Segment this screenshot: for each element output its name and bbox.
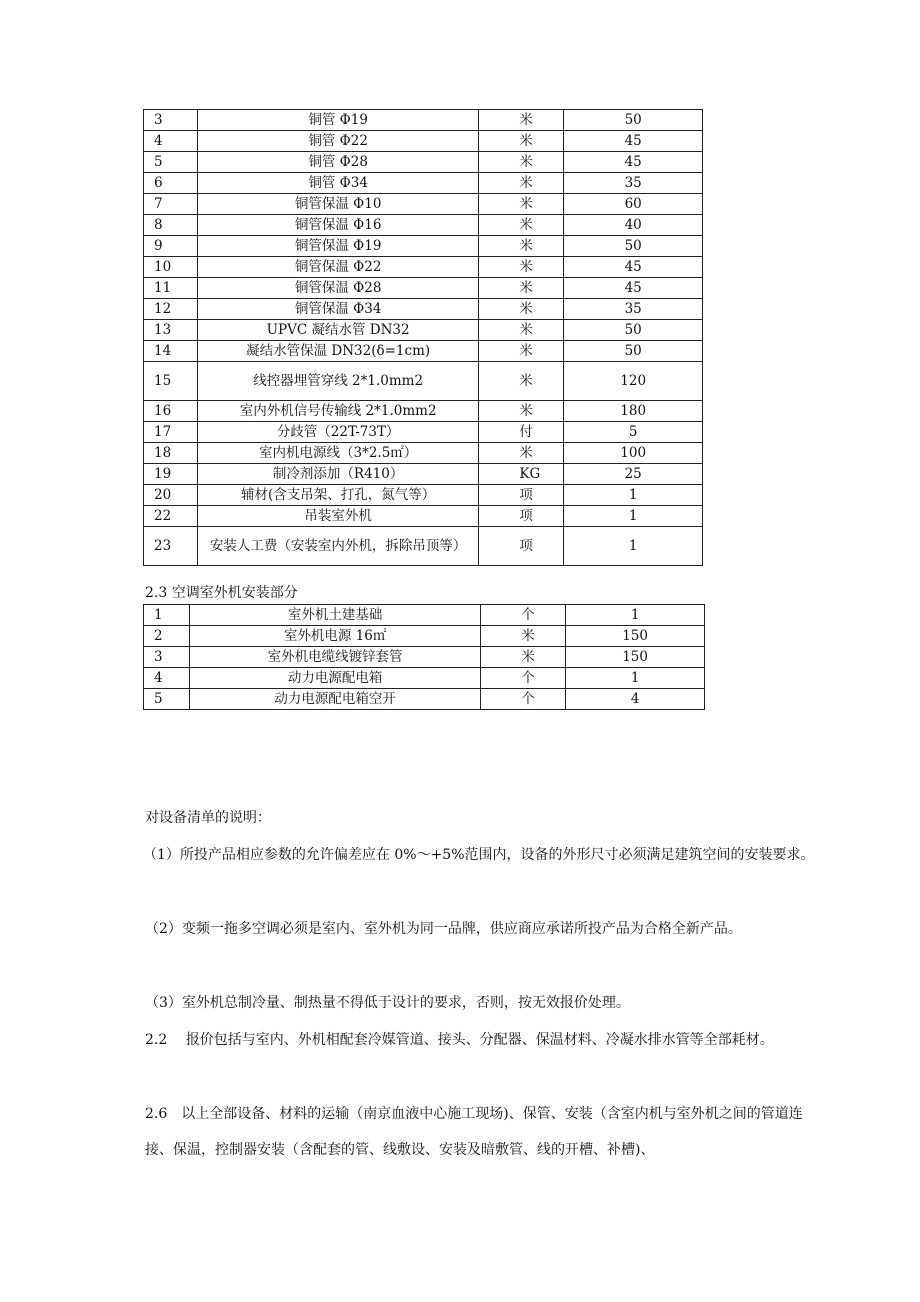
item-name: 铜管保温 Φ16 (197, 215, 478, 236)
table-row (144, 110, 703, 131)
row-number: 5 (144, 152, 198, 173)
row-number: 1 (144, 605, 190, 626)
item-name: 室外机电源 16㎡ (189, 626, 480, 647)
table-row (144, 668, 705, 689)
item-quantity: 35 (564, 299, 703, 320)
item-quantity: 150 (566, 647, 705, 668)
table-row (144, 131, 703, 152)
table-row (144, 527, 703, 566)
item-quantity: 25 (564, 464, 703, 485)
item-name: 室外机电缆线镀锌套管 (189, 647, 480, 668)
row-number: 5 (144, 689, 190, 710)
item-unit: 米 (479, 215, 564, 236)
item-quantity: 45 (564, 152, 703, 173)
table-row (144, 689, 705, 710)
table-row (144, 485, 703, 506)
item-quantity: 45 (564, 131, 703, 152)
item-unit: 米 (479, 341, 564, 362)
table-row (144, 236, 703, 257)
item-unit: 米 (479, 299, 564, 320)
table-row (144, 443, 703, 464)
item-name: 安装人工费（安装室内外机，拆除吊顶等） (197, 527, 478, 566)
outdoor-unit-table (143, 604, 705, 710)
item-unit: 米 (479, 257, 564, 278)
item-quantity: 50 (564, 110, 703, 131)
item-name: 铜管 Φ19 (197, 110, 478, 131)
item-unit: 米 (479, 443, 564, 464)
row-number: 18 (144, 443, 198, 464)
row-number: 7 (144, 194, 198, 215)
item-name: 铜管保温 Φ19 (197, 236, 478, 257)
row-number: 6 (144, 173, 198, 194)
table-row (144, 422, 703, 443)
row-number: 4 (144, 131, 198, 152)
item-name: 铜管 Φ34 (197, 173, 478, 194)
item-name: 室外机土建基础 (189, 605, 480, 626)
row-number: 3 (144, 110, 198, 131)
item-name: UPVC 凝结水管 DN32 (197, 320, 478, 341)
item-quantity: 180 (564, 401, 703, 422)
item-unit: 项 (479, 527, 564, 566)
row-number: 20 (144, 485, 198, 506)
note-paragraph-5: 2.6 以上全部设备、材料的运输（南京血液中心施工现场)、保管、安装（含室内机与室外机之间的管道连接、保温，控制器安装（含配套的管、线敷设、安装及暗敷管、线的开槽、补槽)、 (145, 1106, 803, 1158)
item-unit: 米 (479, 278, 564, 299)
item-quantity: 1 (564, 506, 703, 527)
row-number: 23 (144, 527, 198, 566)
table-row (144, 506, 703, 527)
note-paragraph-4: 2.2 报价包括与室内、外机相配套冷媒管道、接头、分配器、保温材料、冷凝水排水管等全部耗材。 (145, 1032, 774, 1048)
item-quantity: 1 (564, 527, 703, 566)
table-row (144, 173, 703, 194)
item-name: 铜管保温 Φ22 (197, 257, 478, 278)
item-unit: KG (479, 464, 564, 485)
item-name: 分歧管（22T-73T） (197, 422, 478, 443)
row-number: 14 (144, 341, 198, 362)
table-row (144, 605, 705, 626)
item-quantity: 50 (564, 341, 703, 362)
item-quantity: 50 (564, 236, 703, 257)
item-unit: 付 (479, 422, 564, 443)
item-name: 铜管 Φ22 (197, 131, 478, 152)
row-number: 12 (144, 299, 198, 320)
item-name: 动力电源配电箱空开 (189, 689, 480, 710)
table-row (144, 647, 705, 668)
section-title: 2.3 空调室外机安装部分 (145, 585, 298, 601)
item-name: 室内机电源线（3*2.5㎡） (197, 443, 478, 464)
item-quantity: 5 (564, 422, 703, 443)
item-unit: 米 (479, 110, 564, 131)
item-name: 制冷剂添加（R410） (197, 464, 478, 485)
item-quantity: 1 (566, 605, 705, 626)
table-row (144, 320, 703, 341)
row-number: 16 (144, 401, 198, 422)
item-name: 铜管保温 Φ10 (197, 194, 478, 215)
table-row (144, 362, 703, 401)
item-name: 室内外机信号传输线 2*1.0mm2 (197, 401, 478, 422)
item-name: 吊装室外机 (197, 506, 478, 527)
item-unit: 米 (481, 626, 566, 647)
item-quantity: 40 (564, 215, 703, 236)
row-number: 11 (144, 278, 198, 299)
table-row (144, 299, 703, 320)
row-number: 13 (144, 320, 198, 341)
item-quantity: 45 (564, 278, 703, 299)
note-paragraph-1: （1）所投产品相应参数的允许偏差应在 0%～+5%范围内，设备的外形尺寸必须满足建筑空间的安装要求。 (143, 847, 815, 863)
item-quantity: 1 (566, 668, 705, 689)
item-unit: 个 (481, 689, 566, 710)
item-unit: 米 (479, 362, 564, 401)
item-unit: 个 (481, 668, 566, 689)
item-quantity: 60 (564, 194, 703, 215)
item-name: 铜管 Φ28 (197, 152, 478, 173)
row-number: 17 (144, 422, 198, 443)
item-quantity: 50 (564, 320, 703, 341)
row-number: 15 (144, 362, 198, 401)
row-number: 3 (144, 647, 190, 668)
item-unit: 米 (479, 401, 564, 422)
table-row (144, 194, 703, 215)
row-number: 2 (144, 626, 190, 647)
item-unit: 米 (479, 152, 564, 173)
row-number: 4 (144, 668, 190, 689)
item-quantity: 45 (564, 257, 703, 278)
table-row (144, 215, 703, 236)
item-quantity: 100 (564, 443, 703, 464)
item-unit: 米 (479, 320, 564, 341)
row-number: 8 (144, 215, 198, 236)
table-row (144, 278, 703, 299)
item-unit: 项 (479, 506, 564, 527)
note-paragraph-2: （2）变频一拖多空调必须是室内、室外机为同一品牌，供应商应承诺所投产品为合格全新产品。 (145, 921, 742, 937)
item-name: 铜管保温 Φ34 (197, 299, 478, 320)
item-name: 辅材(含支吊架、打孔，氮气等） (197, 485, 478, 506)
table-row (144, 401, 703, 422)
row-number: 10 (144, 257, 198, 278)
table-row (144, 626, 705, 647)
item-name: 线控器埋管穿线 2*1.0mm2 (197, 362, 478, 401)
item-quantity: 150 (566, 626, 705, 647)
notes-heading: 对设备清单的说明： (145, 810, 271, 826)
item-name: 铜管保温 Φ28 (197, 278, 478, 299)
item-name: 凝结水管保温 DN32(δ=1cm) (197, 341, 478, 362)
item-unit: 米 (481, 647, 566, 668)
item-unit: 项 (479, 485, 564, 506)
item-unit: 米 (479, 194, 564, 215)
materials-table (143, 109, 703, 566)
row-number: 19 (144, 464, 198, 485)
item-quantity: 4 (566, 689, 705, 710)
table-row (144, 464, 703, 485)
item-unit: 米 (479, 236, 564, 257)
item-quantity: 35 (564, 173, 703, 194)
item-unit: 米 (479, 131, 564, 152)
table-row (144, 341, 703, 362)
item-unit: 个 (481, 605, 566, 626)
table-row (144, 257, 703, 278)
item-quantity: 120 (564, 362, 703, 401)
table-row (144, 152, 703, 173)
item-name: 动力电源配电箱 (189, 668, 480, 689)
row-number: 9 (144, 236, 198, 257)
note-paragraph-3: （3）室外机总制冷量、制热量不得低于设计的要求，否则，按无效报价处理。 (145, 995, 630, 1011)
item-unit: 米 (479, 173, 564, 194)
item-quantity: 1 (564, 485, 703, 506)
row-number: 22 (144, 506, 198, 527)
